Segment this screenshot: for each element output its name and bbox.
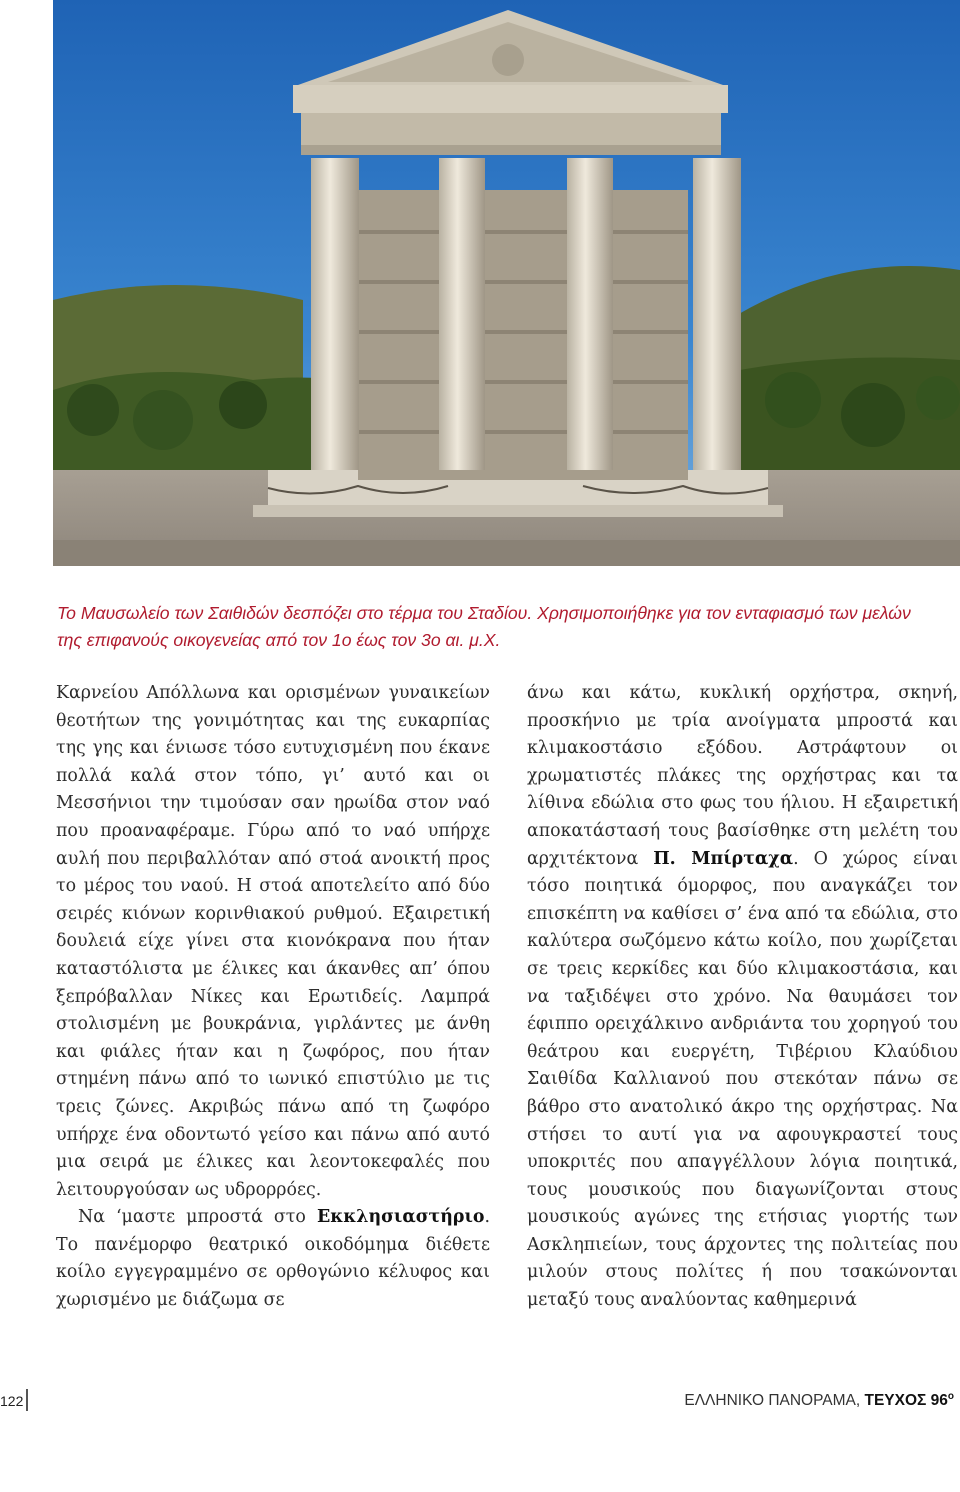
- folio-divider: [26, 1389, 28, 1411]
- page-number: 122: [0, 1393, 24, 1409]
- left-paragraph-2: Να ‘μαστε μπροστά στο Εκκλησιαστήριο. Το πανέμορφο θεατρικό οικοδόμημα διέθετε κοίλο εγγεγραμμένο σε ορθογώνιο κέλυφος και χωρισμένο με διάζωμα σε: [56, 1207, 490, 1311]
- photo-caption: Το Μαυσωλείο των Σαιθιδών δεσπόζει στο τέρμα του Σταδίου. Χρησιμοποιήθηκε για τον ενταφιασμό των μελών της επιφανούς οικογενείας από τον 1ο έως τον 3ο αι. μ.Χ.: [57, 603, 911, 650]
- right-paragraph: άνω και κάτω, κυκλική ορχήστρα, σκηνή, προσκήνιο με τρία ανοίγματα μπροστά και κλιμακοστάσιο εξόδου. Αστράφτουν οι χρωματιστές πλάκες της ορχήστρας και τα λίθινα εδώλια στο φως του ήλιου. Η εξαιρετική αποκατάστασή τους βασίσθηκε στη μελέτη του αρχιτέκτονα Π. Μπίρταχα. Ο χώρος είναι τόσο ποιητικά όμορφος, που αναγκάζει τον επισκέπτη να καθίσει σ’ ένα από τα εδώλια, στο καλύτερα σωζόμενο κάτω κοίλο, που χωρίζεται σε τρεις κερκίδες και δύο κλιμακοστάσια, και να ταξιδέψει στο χρόνο. Να θαυμάσει τον έφιππο ορειχάλκινο ανδριάντα του χορηγού του θεάτρου και ευεργέτη, Τιβέριου Κλαύδιου Σαιθίδα Καλλιανού που στεκόταν πάνω σε βάθρο στο ανατολικό άκρο της ορχήστρας. Να στήσει το αυτί για να αφουγκραστεί τους υποκριτές που απαγγέλλουν λόγια ποιητικά, τους μουσικούς που διαγωνίζονται στους μουσικούς αγώνες της ετήσιας γιορτής των Ασκληπιείων, τους άρχοντες της πολιτείας που μιλούν στους πολίτες ή που τσακώνονται μεταξύ τους αναλύοντας καθημερινά: [527, 683, 958, 1311]
- left-paragraph-1: Καρνείου Απόλλωνα και ορισμένων γυναικείων θεοτήτων της γονιμότητας και της ευκαρπίας της γης και ένιωσε τόσο ευτυχισμένη που έκανε πολλά καλά στον τόπο, γι’ αυτό και οι Μεσσήνιοι την τιμούσαν σαν ηρωίδα στον ναό που προαναφέραμε. Γύρω από το ναό υπήρχε αυλή που περιβαλλόταν από στοά ανοικτή προς το μέρος του ναού. Η στοά αποτελείτο από δύο σειρές κιόνων κορινθιακού ρυθμού. Εξαιρετική δουλειά είχε γίνει στα κιονόκρανα που ήταν καταστόλιστα με έλικες και άκανθες απ’ όπου ξεπρόβαλλαν Νίκες και Ερωτιδείς. Λαμπρά στολισμένη με βουκράνια, γιρλάντες με άνθη και φιάλες ήταν και η ζωφόρος, που ήταν στημένη πάνω από το ιωνικό επιστύλιο με τις τρεις ζώνες. Ακριβώς πάνω από τη ζωφόρο υπήρχε ένα οδοντωτό γείσο και πάνω από αυτό μια σειρά με έλικες και λεοντοκεφαλές που λειτουργούσαν ως υδρορρόες.: [56, 683, 490, 1200]
- issue-suffix: ο: [947, 1391, 954, 1402]
- left-column: [56, 680, 490, 1315]
- running-footer: [684, 1391, 954, 1410]
- ekklesiasterion-term: Εκκλησιαστήριο: [316, 1207, 485, 1228]
- right-column: [527, 680, 958, 1315]
- architect-name: Π. Μπίρταχα: [653, 848, 794, 869]
- magazine-title: ΕΛΛΗΝΙΚΟ ΠΑΝΟΡΑΜΑ,: [684, 1392, 865, 1410]
- mausoleum-photo: [53, 0, 960, 566]
- issue-number: ΤΕΥΧΟΣ 96: [864, 1392, 948, 1410]
